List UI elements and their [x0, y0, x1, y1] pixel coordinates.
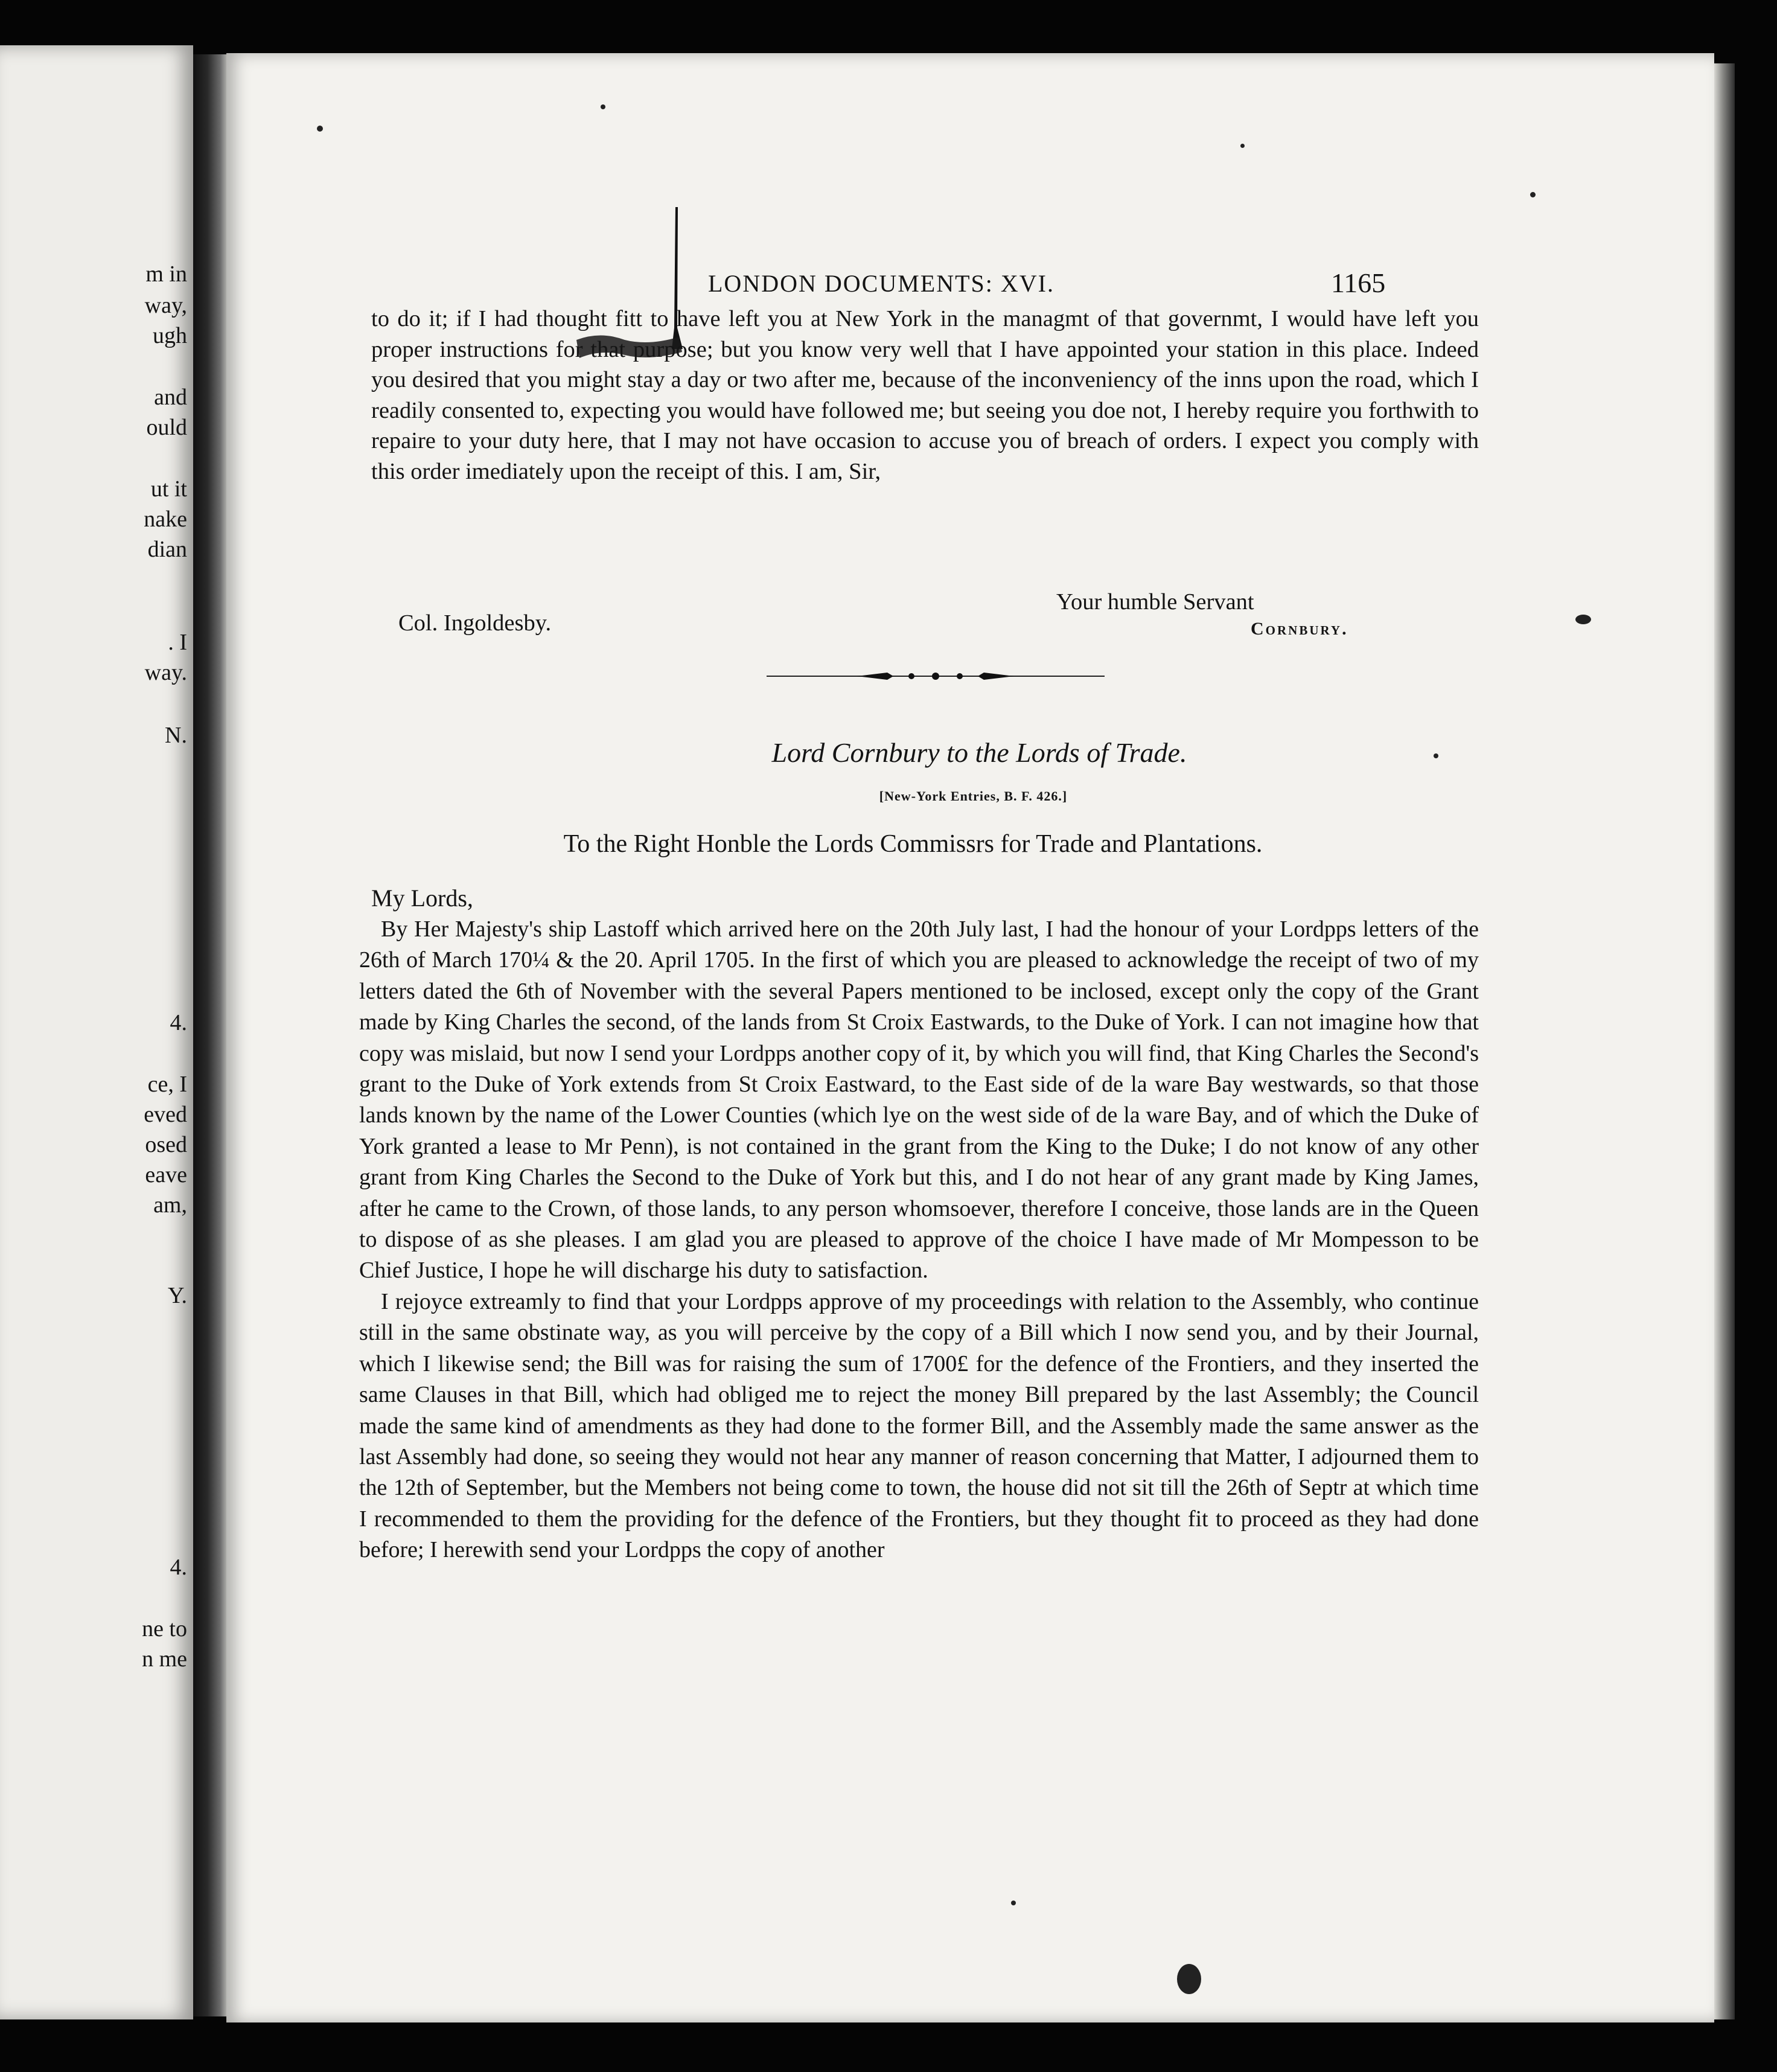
dust-speck [1011, 1901, 1016, 1905]
letter2-paragraph-2: I rejoyce extreamly to find that your Lordpps approve of my proceedings with relation to the Assembly, who continue still in the same obstinate way, as you will perceive by the copy of a Bill which I now send you, and by their Journal, which I likewise send; the Bill was for raising the sum of 1700£ for the defence of the Frontiers, and they inserted the same Clauses in that Bill, which had obliged me to reject the money Bill prepared by the last Assembly; the Council made the same kind of amendments as they had done to the former Bill, and the Assembly made the same answer as the last Assembly had done, so seeing they would not hear any manner of reason concerning that Matter, I adjourned them to the 12th of September, but the Members not being come to town, the house did not sit till the 26th of Septr at which time I recommended to them the providing for the defence of the Frontiers, but they thought fit to proceed as they had done before; I herewith send your Lordpps the copy of another [359, 1288, 1479, 1563]
adjacent-page-text-fragment: m in [145, 261, 187, 287]
adjacent-page-text-fragment: am, [153, 1192, 187, 1218]
letter2-salutation: My Lords, [371, 884, 473, 912]
adjacent-page-text-fragment: 4. [170, 1010, 187, 1035]
adjacent-page-text-fragment: ut it [150, 476, 187, 502]
dust-speck [1177, 1964, 1201, 1994]
letter2-source: [New-York Entries, B. F. 426.] [879, 788, 1068, 804]
adjacent-page-text-fragment: eave [145, 1162, 187, 1188]
letter1-addressee: Col. Ingoldesby. [398, 610, 552, 636]
adjacent-page-text-fragment: Y. [167, 1283, 187, 1308]
adjacent-page-text-fragment: 4. [170, 1555, 187, 1580]
adjacent-page-strip [0, 45, 193, 2019]
adjacent-page-text-fragment: ne to [142, 1616, 187, 1642]
letter2-heading: Lord Cornbury to the Lords of Trade. [771, 737, 1187, 768]
page-edge-shadow [1714, 63, 1735, 2019]
adjacent-page-text-fragment: and [154, 385, 187, 410]
adjacent-page-text-fragment: ould [146, 415, 187, 440]
adjacent-page-text-fragment: . I [168, 630, 187, 655]
letter2-paragraph-1: By Her Majesty's ship Lastoff which arrived here on the 20th July last, I had the honour of your Lordpps letters of the 26th of March 170¼ & the 20. April 1705. In the first of which you are pleased to acknowledge the receipt of two of my letters dated the 6th of November with the several Papers mentioned to be inclosed, except only the copy of the Grant made by King Charles the second, of the lands from St Croix Eastwards, to the Duke of York. I can not imagine how that copy was mislaid, but now I send your Lordpps another copy of it, by which you will find, that King Charles the Second's grant to the Duke of York extends from St Croix Eastward, to the East side of de la ware Bay westwards, so that those lands known by the name of the Lower Counties (which lye on the west side of de la ware Bay, and of which the Duke of York granted a lease to Mr Penn), is not contained in the grant from the King to the Duke; I do not know of any other grant from King Charles the Second to the Duke of York but this, and I do not hear of any grant made by King James, after he came to the Crown, of those lands, to any person whomsoever, therefore I conceive, those lands are in the Queen to dispose of as she pleases. I am glad you are pleased to approve of the choice I have made of Mr Mompesson to be Chief Justice, I hope he will discharge his duty to satisfaction. [359, 916, 1479, 1284]
adjacent-page-text-fragment: ugh [153, 323, 187, 348]
page-number: 1165 [1331, 267, 1386, 298]
adjacent-page-text-fragment: dian [147, 537, 187, 562]
dust-speck [1575, 615, 1591, 624]
letter1-closing: Your humble Servant [1056, 589, 1254, 615]
dust-speck [1530, 192, 1536, 197]
letter1-paragraph: to do it; if I had thought fitt to have left you at New York in the managmt of that governmt, I would have left you proper instructions for that purpose; but you know very well that I have appointed your station in this place. Indeed you desired that you might stay a day or two after me, because of the inconveniency of the inns upon the road, which I readily consented to, expecting you would have followed me; but seeing you doe not, I hereby require you forthwith to repaire to your duty here, that I may not have occasion to accuse you of breach of orders. I expect you comply with this order imediately upon the receipt of this. I am, Sir, [371, 306, 1479, 484]
dust-speck [1434, 753, 1438, 758]
dust-speck [601, 104, 605, 109]
adjacent-page-text-fragment: n me [142, 1646, 187, 1672]
running-head [226, 263, 1714, 305]
letter1-signer: Cornbury. [1251, 619, 1348, 639]
adjacent-page-text-fragment: ce, I [147, 1072, 187, 1097]
adjacent-page-text-fragment: osed [145, 1132, 187, 1157]
dust-speck [317, 126, 323, 132]
section-divider [767, 664, 1105, 688]
adjacent-page-text-fragment: eved [144, 1102, 187, 1127]
adjacent-page-text-fragment: nake [144, 507, 187, 532]
letter1-body [371, 304, 1479, 487]
running-head-title: LONDON DOCUMENTS: XVI. [708, 270, 1054, 297]
document-page [226, 53, 1714, 2022]
book-gutter [193, 54, 229, 2016]
adjacent-page-text-fragment: way. [144, 660, 187, 685]
dust-speck [1240, 144, 1245, 148]
letter2-addressee: To the Right Honble the Lords Commissrs for Trade and Plantations. [563, 830, 1263, 858]
adjacent-page-text-fragment: way, [144, 293, 187, 318]
adjacent-page-text-fragment: N. [165, 723, 187, 748]
letter2-body [359, 914, 1479, 1566]
